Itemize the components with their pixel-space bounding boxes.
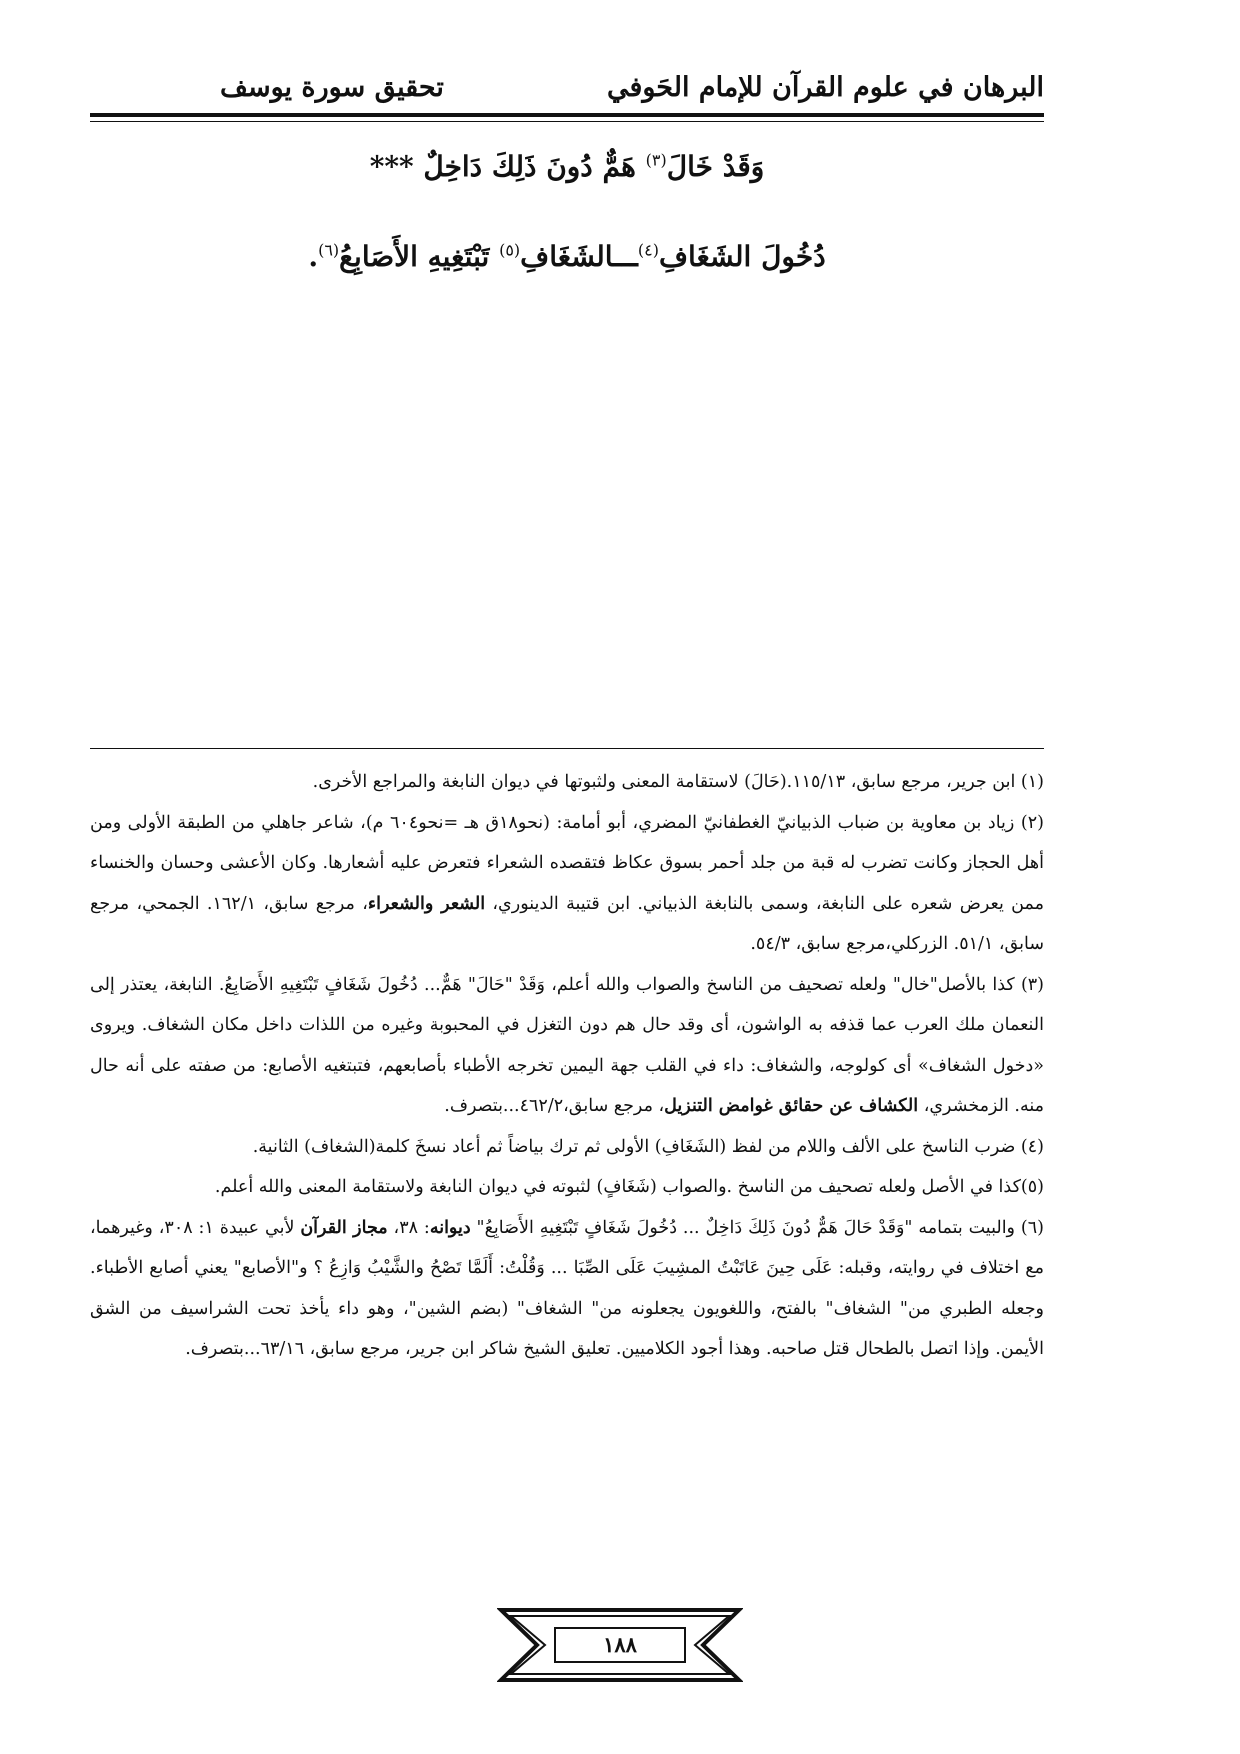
footnote-6	[90, 1208, 1044, 1370]
footnote-6-text-mid: : ٣٨،	[393, 1217, 430, 1238]
verse-line-2	[90, 240, 1044, 273]
page-number: ١٨٨	[603, 1632, 637, 1657]
verse-line-2-end: .	[308, 240, 319, 273]
footnote-2-text: (٢) زياد بن معاوية بن ضباب الذبيانيّ الغطفانيّ المضري، أبو أمامة: (نحو١٨ق هـ =نحو٦٠٤ م)، شاعر جاهلي من الطبقة الأولى ومن أهل الحجاز وكانت تضرب له قبة من جلد أحمر بسوق عكاظ فتقصده الشعراء فتعرض عليه أشعارها. وكان الأعشى وحسان والخنساء ممن يعرض شعره على النابغة، وسمى بالنابغة الذبياني. ابن قتيبة الدينوري،	[90, 812, 1044, 914]
page-number-ornament	[497, 1606, 743, 1684]
footnote-2	[90, 803, 1044, 965]
verse-line-2-dash: ـــالشَغَافِ	[520, 240, 638, 273]
header-rule-thin	[90, 121, 1044, 122]
footnote-ref-3: (٣)	[645, 150, 667, 170]
verse-line-1-start: وَقَدْ خَالَ	[666, 150, 765, 183]
footnote-6-text-end: لأبي عبيدة ١: ٣٠٨، وغيرهما، مع اختلاف في روايته، وقبله: عَلَى حِينَ عَاتَبْتُ المشِيبَ عَلَى الصِّبَا ... وَقُلْتُ: أَلَمَّا تَصْحُ والشَّيْبُ وَازِعُ ؟ و"الأصابع" يعني أصابع الأطباء. وجعله الطبري من" الشغاف" بالفتح، واللغويون يجعلونه من" الشغاف" (بضم الشين"، وهو داء يأخذ تحت الشراسيف من الشق الأيمن. وإذا اتصل بالطحال قتل صاحبه. وهذا أجود الكلاميين. تعليق الشيخ شاكر ابن جرير، مرجع سابق، ٦٣/١٦...بتصرف.	[90, 1217, 1044, 1359]
verse-line-2-start: دُخُولَ الشَغَافِ	[658, 240, 826, 273]
footnote-5: (٥)كذا في الأصل ولعله تصحيف من الناسخ .والصواب (شَغَافٍ) لثبوته في ديوان النابغة ولاستقامة المعنى والله أعلم.	[214, 1177, 1044, 1197]
footnote-6-text: (٦) والبيت بتمامه "وَقَدْ حَالَ هَمٌّ دُونَ ذَلِكَ دَاخِلٌ ... دُخُولَ شَغَافٍ تَبْتَغِيهِ الأَصَابِعُ"	[476, 1217, 1044, 1238]
footnote-ref-5: (٥)	[499, 240, 521, 260]
verse-line-1	[90, 150, 1044, 183]
footnote-ref-6: (٦)	[318, 240, 340, 260]
footnote-separator	[90, 748, 1044, 749]
footnote-1: (١) ابن جرير، مرجع سابق، ١١٥/١٣.(حَالَ) لاستقامة المعنى ولثبوتها في ديوان النابغة والمراجع الأخرى.	[312, 772, 1044, 792]
footnote-2-title: الشعر والشعراء	[367, 893, 486, 914]
verse-line-1-rest: هَمٌّ دُونَ ذَلِكَ دَاخِلٌ ***	[369, 150, 636, 183]
footnotes	[90, 762, 1044, 1370]
footnote-3-title: الكشاف عن حقائق غوامض التنزيل	[664, 1096, 919, 1116]
header-rule-thick	[90, 113, 1044, 117]
verse-line-2-rest: تَبْتَغِيهِ الأَصَابِعُ	[339, 240, 490, 273]
footnote-6-title-2: مجاز القرآن	[300, 1217, 388, 1238]
footnote-4: (٤) ضرب الناسخ على الألف واللام من لفظ (الشَغَافِ) الأولى ثم ترك بياضاً ثم أعاد نسخَ كلمة(الشغاف) الثانية.	[252, 1136, 1044, 1157]
page-header	[90, 72, 1044, 116]
book-title: البرهان في علوم القرآن للإمام الحَوفي	[606, 72, 1044, 103]
footnote-6-title-1: ديوانه	[429, 1217, 471, 1238]
footnote-ref-4: (٤)	[637, 240, 659, 260]
footnote-3-text: (٣) كذا بالأصل"خال" ولعله تصحيف من الناسخ والصواب والله أعلم، وَقَدْ "حَالَ" هَمٌّ... دُخُولَ شَغَافٍ تَبْتَغِيهِ الأَصَابِعُ. النابغة، يعتذر إلى النعمان ملك العرب عما قذفه به الواشون، أى وقد حال هم دون التغزل في المحبوبة وغيره من اللذات داخل مكان الشغاف. ويروى «دخول الشغاف» أى كولوجه، والشغاف: داء في القلب جهة اليمين تخرجه الأطباء بأصابعهم، فتبتغيه الأصابع: من صفته على أنه حال منه. الزمخشري،	[90, 974, 1044, 1116]
section-title: تحقيق سورة يوسف	[220, 72, 444, 103]
footnote-2-text-end: ، مرجع سابق، ١٦٢/١. الجمحي، مرجع سابق، ٥١/١. الزركلي،مرجع سابق، ٥٤/٣.	[90, 893, 1044, 954]
footnote-3-text-end: ، مرجع سابق،٤٦٢/٢...بتصرف.	[444, 1096, 665, 1116]
footnote-3	[90, 965, 1044, 1127]
